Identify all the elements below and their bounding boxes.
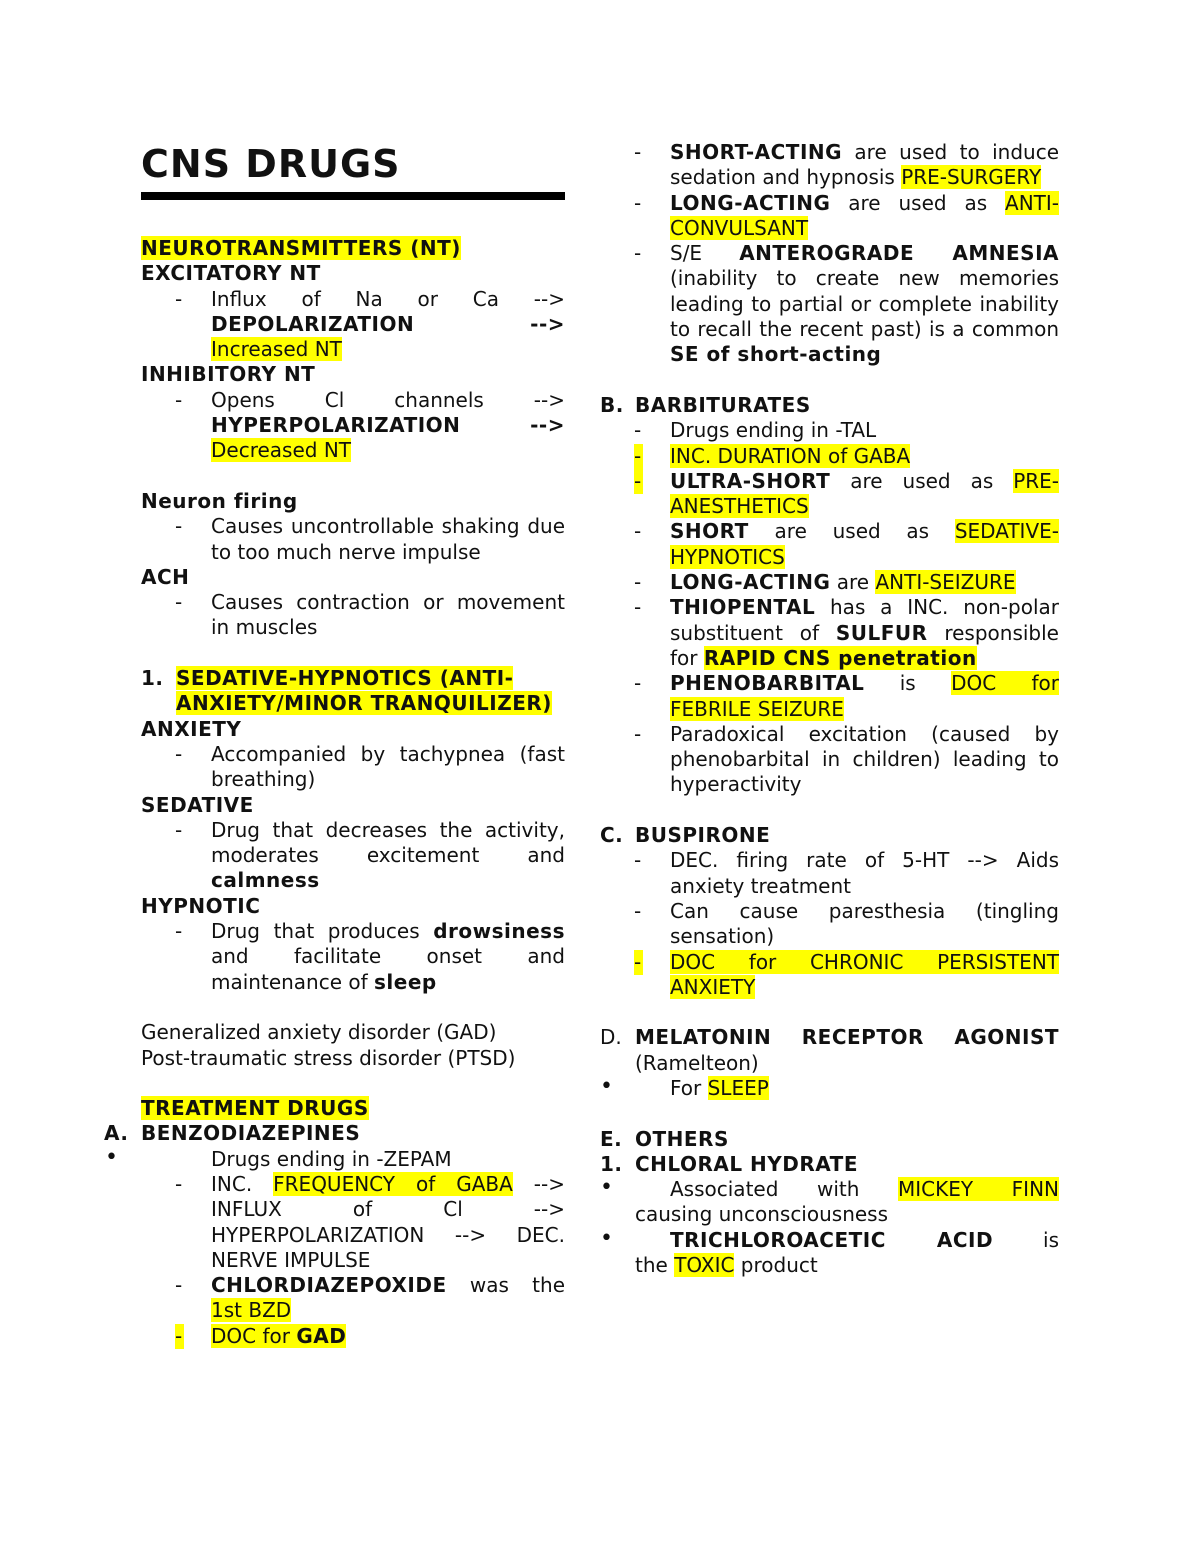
- excitatory-item: [141, 287, 565, 363]
- bullet-marker: •: [600, 1073, 613, 1099]
- chloral-heading: 1. CHLORAL HYDRATE: [600, 1151, 858, 1176]
- anxiety-item: - Accompanied by tachypnea (fast breathing): [175, 741, 565, 792]
- neuron-item: - Causes uncontrollable shaking due to too much nerve impulse: [175, 514, 565, 564]
- dash-marker: -: [634, 949, 642, 974]
- melatonin-bullet: • For SLEEP: [600, 1073, 769, 1100]
- gad-line: Generalized anxiety disorder (GAD): [141, 1020, 497, 1045]
- dash-marker: -: [634, 443, 642, 468]
- dash-marker: -: [634, 468, 642, 493]
- excitatory-line2: DEPOLARIZATION -->: [211, 311, 565, 336]
- benzo-heading: A. BENZODIAZEPINES: [104, 1121, 361, 1146]
- chloral-bullet-1: • Associated with MICKEY FINN causing unconsciousness: [600, 1175, 1059, 1227]
- dash-marker: -: [175, 1273, 183, 1298]
- dash-marker: -: [634, 898, 642, 923]
- barb-item-1: - Drugs ending in -TAL: [634, 418, 877, 443]
- busp-item-2: - Can cause paresthesia (tingling sensation): [634, 898, 1059, 949]
- melatonin-heading: D. MELATONIN RECEPTOR AGONIST (Ramelteon): [600, 1025, 1059, 1075]
- neuron-heading: Neuron firing: [141, 488, 298, 513]
- dash-marker: -: [175, 514, 183, 539]
- dash-marker: -: [634, 241, 642, 266]
- dash-marker: -: [634, 140, 642, 164]
- title-rule: [141, 192, 565, 200]
- bullet-marker: •: [600, 1225, 613, 1251]
- dash-marker: -: [175, 286, 183, 311]
- page-title: CNS DRUGS: [141, 142, 401, 186]
- inhibitory-line3: Decreased NT: [211, 438, 351, 463]
- benzo-chlor-item: - CHLORDIAZEPOXIDE was the 1st BZD: [175, 1273, 565, 1323]
- right-column: [600, 140, 1059, 1278]
- inhibitory-heading: INHIBITORY NT: [141, 362, 316, 387]
- sedative-item: - Drug that decreases the activity, moderates excitement and calmness: [175, 817, 565, 893]
- bullet-marker: •: [600, 1175, 613, 1201]
- ach-item: - Causes contraction or movement in muscles: [175, 590, 565, 640]
- benzo-bullet: • Drugs ending in -ZEPAM: [105, 1144, 452, 1171]
- long-acting-item: - LONG-ACTING are used as ANTI-CONVULSANT: [634, 190, 1059, 240]
- inhibitory-line2: HYPERPOLARIZATION -->: [211, 413, 565, 438]
- excitatory-line1: Influx of Na or Ca -->: [211, 286, 565, 311]
- dash-marker: -: [175, 817, 183, 842]
- dash-marker: -: [175, 741, 183, 766]
- left-column: [104, 140, 565, 1349]
- busp-item-3: - DOC for CHRONIC PERSISTENT ANXIETY: [634, 949, 1059, 999]
- dash-marker: -: [634, 519, 642, 544]
- dash-marker: -: [175, 1323, 183, 1348]
- dash-marker: -: [634, 418, 642, 443]
- inhibitory-line1: Opens Cl channels -->: [211, 387, 565, 412]
- barb-item-8: - Paradoxical excitation (caused by phenobarbital in children) leading to hyperactivity: [634, 721, 1059, 797]
- excitatory-heading: EXCITATORY NT: [141, 261, 321, 286]
- nt-heading: NEUROTRANSMITTERS (NT): [141, 236, 461, 260]
- ach-heading: ACH: [141, 564, 190, 589]
- benzo-doc-item: - DOC for GAD: [175, 1323, 347, 1348]
- hypnotic-heading: HYPNOTIC: [141, 893, 261, 918]
- short-acting-item: - SHORT-ACTING are used to induce sedation and hypnosis PRE-SURGERY: [634, 140, 1059, 190]
- dash-marker: -: [634, 570, 642, 595]
- dash-marker: -: [175, 919, 183, 944]
- busp-item-1: - DEC. firing rate of 5-HT --> Aids anxiety treatment: [634, 848, 1059, 898]
- dash-marker: -: [634, 190, 642, 215]
- side-effect-item: - S/E ANTEROGRADE AMNESIA (inability to create new memories leading to partial or complete inability to recall the recent past) is a common SE of short-acting: [634, 241, 1059, 367]
- chloral-bullet-2: • TRICHLOROACETIC ACID is the TOXIC product: [600, 1225, 1059, 1278]
- others-heading: E. OTHERS: [600, 1126, 729, 1151]
- sedative-heading: SEDATIVE: [141, 792, 254, 817]
- dash-marker: -: [634, 595, 642, 620]
- anxiety-heading: ANXIETY: [141, 716, 242, 741]
- section1-heading: 1. SEDATIVE-HYPNOTICS (ANTI-ANXIETY/MINOR TRANQUILIZER): [141, 666, 552, 716]
- barb-item-5: - LONG-ACTING are ANTI-SEIZURE: [634, 570, 1016, 595]
- hypnotic-item: - Drug that produces drowsiness and facilitate onset and maintenance of sleep: [175, 919, 565, 994]
- benzo-inc-item: - INC. FREQUENCY of GABA --> INFLUX of Cl --> HYPERPOLARIZATION --> DEC. NERVE IMPULSE: [175, 1171, 565, 1272]
- bullet-marker: •: [105, 1144, 118, 1170]
- dash-marker: -: [175, 1171, 183, 1196]
- inhibitory-item: [141, 388, 565, 464]
- barb-item-7: - PHENOBARBITAL is DOC for FEBRILE SEIZURE: [634, 671, 1059, 721]
- buspirone-heading: C. BUSPIRONE: [600, 823, 771, 848]
- barb-item-3: - ULTRA-SHORT are used as PRE-ANESTHETICS: [634, 468, 1059, 519]
- barb-item-4: - SHORT are used as SEDATIVE-HYPNOTICS: [634, 519, 1059, 569]
- barb-item-6: - THIOPENTAL has a INC. non-polar substituent of SULFUR responsible for RAPID CNS penetration: [634, 595, 1059, 670]
- dash-marker: -: [634, 848, 642, 873]
- excitatory-line3: Increased NT: [211, 337, 342, 362]
- dash-marker: -: [634, 721, 642, 746]
- dash-marker: -: [175, 590, 183, 615]
- barb-item-2: - INC. DURATION of GABA: [634, 443, 911, 468]
- dash-marker: -: [634, 671, 642, 696]
- ptsd-line: Post-traumatic stress disorder (PTSD): [141, 1045, 516, 1070]
- barbiturates-heading: B. BARBITURATES: [600, 392, 811, 417]
- treatment-heading: TREATMENT DRUGS: [141, 1096, 369, 1121]
- dash-marker: -: [175, 387, 183, 412]
